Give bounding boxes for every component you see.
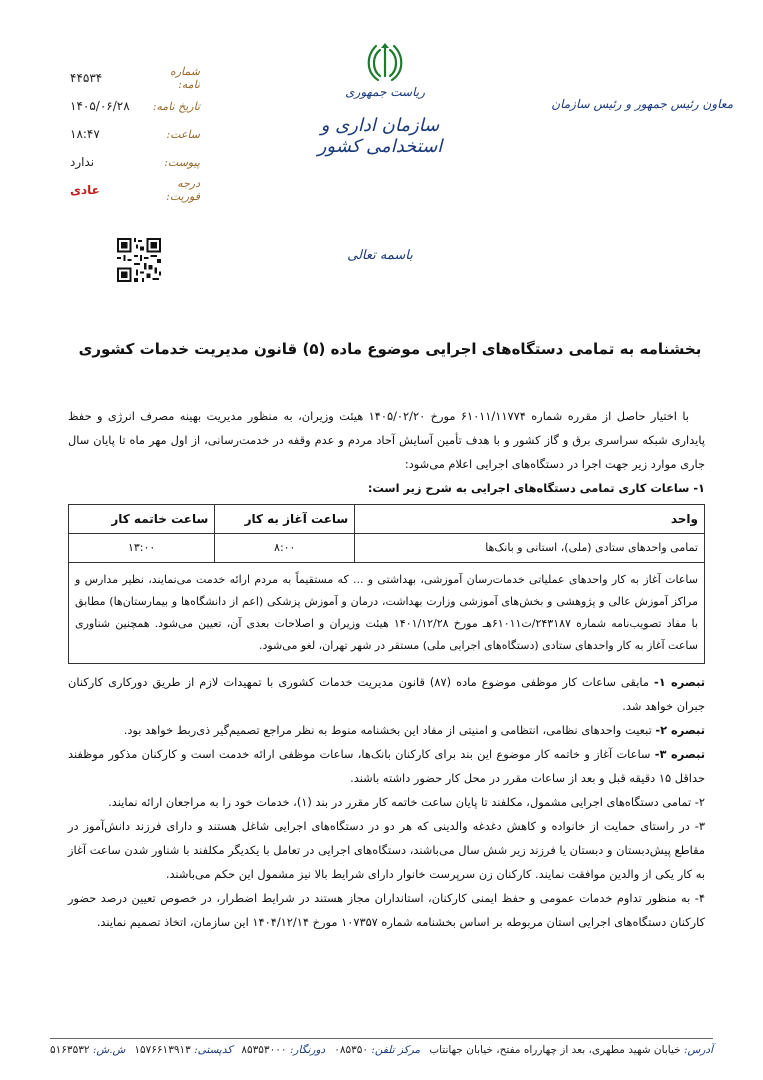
column-header-start: ساعت آغاز به کار	[215, 505, 355, 534]
footer-address	[429, 1044, 713, 1056]
footer-fax	[241, 1044, 325, 1056]
item-3: ۳- در راستای حمایت از خانواده و کاهش دغدغه والدینی که هر دو در دستگاه‌های اجرایی شاغل هستند و دارای فرزند دانش‌آموز در مقاطع پیش‌دبستان و دبستان یا فرزند زیر شش سال می‌باشند، دستگاه‌های اجرایی در تعامل با یکدیگر مکلفند با شناور شدن ساعت آغاز به کار یکی از والدین موافقت نمایند. کارکنان زن سرپرست خانوار دارای شرایط بالا نیز مشمول این حکم می‌باشند.	[68, 819, 705, 881]
note-text: تبعیت واحدهای نظامی، انتظامی و امنیتی از مفاد این بخشنامه منوط به نظر مراجع تصمیم‌گیر ذی‌ربط خواهد بود.	[123, 723, 656, 737]
footer-registration	[50, 1044, 125, 1056]
deputy-title: معاون رئیس جمهور و رئیس سازمان	[551, 97, 733, 111]
footer-label: ش.ش:	[92, 1044, 126, 1056]
circular-body	[68, 404, 705, 934]
note-text: مابقی ساعات کار موظفی موضوع ماده (۸۷) قانون مدیریت خدمات کشوری با تمهیدات لازم از طریق دورکاری کارکنان جبران خواهد شد.	[68, 675, 705, 713]
note-2	[68, 718, 705, 742]
item-1: ۱- ساعات کاری تمامی دستگاه‌های اجرایی به شرح زیر است:	[367, 481, 705, 495]
presidency-label: ریاست جمهوری	[345, 85, 425, 99]
intro-paragraph: با اختیار حاصل از مقرره شماره ۶۱۰۱۱/۱۱۷۷۴ مورخ ۱۴۰۵/۰۲/۲۰ هیئت وزیران، به منظور مدیریت بهینه مصرف انرژی و حفظ پایداری شبکه سراسری برق و گاز کشور و با هدف تأمین آسایش آحاد مردم و عدم وقفه در خدمت‌رسانی، از اول مهر ماه تا پایان سال جاری موارد زیر جهت اجرا در دستگاه‌های اجرایی اعلام می‌شود:	[68, 409, 705, 471]
note-label: تبصره ۱-	[653, 675, 705, 689]
meta-label: درجه فوریت:	[166, 177, 200, 203]
column-header-end: ساعت خاتمه کار	[69, 505, 215, 534]
letter-meta	[70, 64, 200, 204]
iran-emblem-icon	[366, 42, 404, 84]
table-note: ساعات آغاز به کار واحدهای عملیاتی خدمات‌رسان آموزشی، بهداشتی و ... که مستقیماً به مردم ارائه خدمت می‌نمایند، نظیر مدارس و مراکز آموزش عالی و پژوهشی و بخش‌های آموزشی وزارت بهداشت، درمان و آموزش پزشکی (اعم از دانشگاه‌ها و بیمارستان‌ها) مطابق با مفاد تصویب‌نامه شماره ۲۴۳۱۸۷/ت۶۱۰۱۱هـ مورخ ۱۴۰۱/۱۲/۲۸ هیئت وزیران و اصلاحات بعدی آن، تعیین می‌شود. همچنین شناوری ساعت آغاز به کار واحدهای ستادی (دستگاه‌های اجرایی ملی) مستقر در شهر تهران، لغو می‌شود.	[69, 563, 705, 664]
footer-label: کدپستی:	[194, 1044, 233, 1056]
organization-name: سازمان اداری و استخدامی کشور	[317, 115, 443, 157]
cell-start-time: ۸:۰۰	[215, 534, 355, 563]
table-row	[69, 534, 705, 563]
qr-code-icon	[117, 238, 161, 282]
address-text: خیابان شهید مطهری، بعد از چهارراه مفتح، خیابان جهانتاب	[429, 1044, 681, 1056]
footer-label: مرکز تلفن:	[371, 1044, 421, 1056]
letter-date: ۱۴۰۵/۰۶/۲۸	[70, 99, 130, 113]
meta-label: پیوست:	[164, 155, 200, 169]
letter-number: ۴۴۵۳۴	[70, 71, 103, 85]
column-header-unit: واحد	[355, 505, 705, 534]
note-text: ساعات آغاز و خاتمه کار موضوع این بند برای کارکنان بانک‌ها، ساعات موظفی ارائه خدمت است و کارکنان مذکور موظفند حداقل ۱۵ دقیقه قبل و بعد از ساعات مقرر در محل کار حضور داشته باشند.	[68, 747, 705, 785]
letter-time: ۱۸:۴۷	[70, 127, 100, 141]
table-note-row	[69, 563, 705, 664]
fax-number: ۸۵۳۵۳۰۰۰	[241, 1044, 287, 1056]
footer-call-center	[334, 1044, 420, 1056]
call-center-number: ۰۸۵۳۵۰	[334, 1044, 369, 1056]
meta-label: شماره نامه:	[169, 65, 200, 91]
meta-row-attachment	[70, 148, 200, 176]
letter-footer	[50, 1044, 713, 1056]
footer-postal	[134, 1044, 232, 1056]
meta-label: تاریخ نامه:	[152, 99, 200, 113]
circular-title: بخشنامه به تمامی دستگاه‌های اجرایی موضوع ماده (۵) قانون مدیریت خدمات کشوری	[78, 340, 702, 358]
footer-label: آدرس:	[683, 1044, 713, 1056]
meta-row-priority	[70, 176, 200, 204]
note-1	[68, 670, 705, 718]
basmala: باسمه تعالی	[347, 248, 413, 263]
meta-row-time	[70, 120, 200, 148]
working-hours-table	[68, 504, 705, 664]
postal-code: ۱۵۷۶۶۱۳۹۱۳	[134, 1044, 191, 1056]
table-header-row	[69, 505, 705, 534]
note-3	[68, 742, 705, 790]
note-label: تبصره ۳-	[654, 747, 705, 761]
item-4: ۴- به منظور تداوم خدمات عمومی و حفظ ایمنی کارکنان، استانداران مجاز هستند در شرایط اضطرار، در خصوص تعیین درصد حضور کارکنان دستگاه‌های اجرایی استان مربوطه بر اساس بخشنامه شماره ۱۰۷۳۵۷ مورخ ۱۴۰۴/۱۲/۱۴ این سازمان، اتخاذ تصمیم نمایند.	[68, 891, 705, 929]
item-2: ۲- تمامی دستگاه‌های اجرایی مشمول، مکلفند تا پایان ساعت خاتمه کار مقرر در بند (۱)، خدمات خود را به مراجعان ارائه نمایند.	[108, 795, 705, 809]
note-label: تبصره ۲-	[655, 723, 705, 737]
footer-label: دورنگار:	[289, 1044, 326, 1056]
letter-attachment: ندارد	[70, 155, 95, 169]
cell-unit: تمامی واحدهای ستادی (ملی)، استانی و بانک‌ها	[355, 534, 705, 563]
letter-priority: عادی	[70, 183, 100, 197]
footer-divider	[50, 1038, 713, 1039]
meta-row-date	[70, 92, 200, 120]
meta-row-number	[70, 64, 200, 92]
registration-number: ۵۱۶۳۵۳۲	[50, 1044, 90, 1056]
meta-label: ساعت:	[166, 127, 200, 141]
cell-end-time: ۱۳:۰۰	[69, 534, 215, 563]
